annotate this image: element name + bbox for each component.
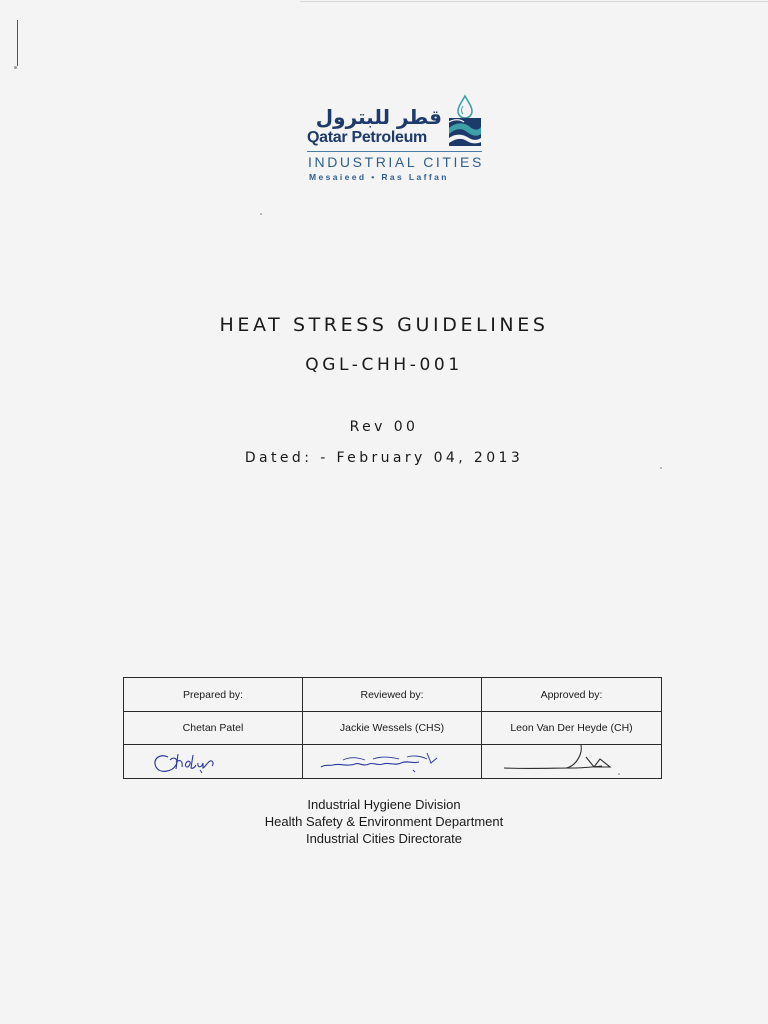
approver-signature (482, 745, 662, 778)
reviewer-name: Jackie Wessels (CHS) (303, 712, 482, 745)
preparer-signature-cell (124, 745, 303, 779)
reviewer-signature-cell (303, 745, 482, 779)
company-logo (300, 92, 490, 188)
document-title: HEAT STRESS GUIDELINES (219, 314, 549, 336)
signoff-signature-row (124, 745, 662, 779)
signoff-header-row (124, 678, 662, 712)
logo-divider (307, 151, 482, 152)
approved-by-label: Approved by: (482, 678, 662, 712)
document-code: QGL-CHH-001 (305, 355, 463, 375)
logo-locations: Mesaieed • Ras Laffan (309, 172, 449, 182)
org-department: Health Safety & Environment Department (264, 814, 504, 829)
signoff-name-row (124, 712, 662, 745)
signoff-table (123, 677, 662, 779)
logo-arabic-name: قطر للبترول (315, 105, 442, 129)
scan-speck (260, 213, 262, 215)
document-date: Dated: - February 04, 2013 (244, 450, 524, 466)
reviewer-signature (303, 745, 482, 778)
scan-speck (14, 66, 17, 69)
preparer-signature (124, 745, 303, 778)
org-directorate: Industrial Cities Directorate (305, 831, 463, 846)
preparer-name: Chetan Patel (124, 712, 303, 745)
document-revision: Rev 00 (349, 419, 419, 435)
scan-margin-mark (17, 20, 18, 66)
approver-signature-cell (482, 745, 662, 779)
prepared-by-label: Prepared by: (124, 678, 303, 712)
logo-brand-name: Qatar Petroleum (307, 129, 427, 146)
scan-edge-line (300, 1, 768, 2)
org-division: Industrial Hygiene Division (307, 797, 461, 812)
oil-drop-wave-icon (446, 94, 484, 148)
logo-division: INDUSTRIAL CITIES (308, 154, 484, 170)
approver-name: Leon Van Der Heyde (CH) (482, 712, 662, 745)
reviewed-by-label: Reviewed by: (303, 678, 482, 712)
